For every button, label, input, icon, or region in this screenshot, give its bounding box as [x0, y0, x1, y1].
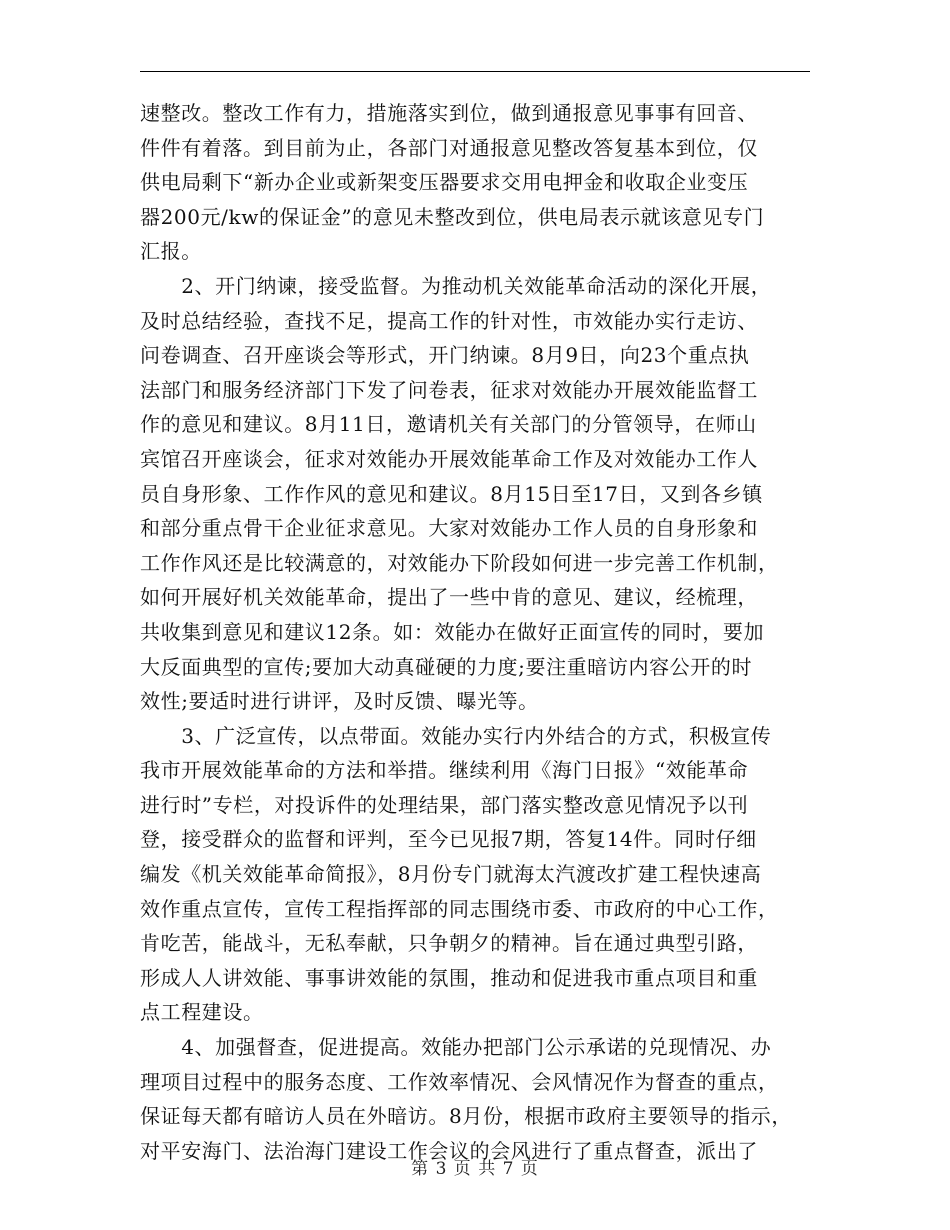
text-line: 和部分重点骨干企业征求意见。大家对效能办工作人员的自身形象和	[140, 516, 758, 541]
text-line: 保证每天都有暗访人员在外暗访。8月份，根据市政府主要领导的指示，	[140, 1104, 792, 1129]
text-line: 2、开门纳谏，接受监督。为推动机关效能革命活动的深化开展，	[140, 273, 772, 298]
text-line: 法部门和服务经济部门下发了问卷表，征求对效能办开展效能监督工	[140, 377, 758, 402]
text-line: 器200元/kw的保证金”的意见未整改到位，供电局表示就该意见专门	[140, 204, 765, 229]
text-line: 点工程建设。	[140, 1000, 264, 1025]
text-line: 问卷调查、召开座谈会等形式，开门纳谏。8月9日，向23个重点执	[140, 343, 750, 368]
text-line: 登，接受群众的监督和评判，至今已见报7期，答复14件。同时仔细	[140, 827, 757, 852]
text-line: 速整改。整改工作有力，措施落实到位，做到通报意见事事有回音、	[140, 101, 758, 125]
text-line: 大反面典型的宣传;要加大动真碰硬的力度;要注重暗访内容公开的时	[140, 654, 753, 679]
text-line: 我市开展效能革命的方法和举措。继续利用《海门日报》“效能革命	[140, 758, 749, 783]
text-line: 汇报。	[140, 239, 202, 264]
text-line: 肯吃苦，能战斗，无私奉献，只争朝夕的精神。旨在通过典型引路，	[140, 931, 758, 956]
header-rule	[140, 71, 810, 72]
body-text	[140, 96, 825, 1168]
text-line: 宾馆召开座谈会，征求对效能办开展效能革命工作及对效能办工作人	[140, 446, 758, 471]
text-line: 3、广泛宣传，以点带面。效能办实行内外结合的方式，积极宣传	[140, 723, 772, 748]
text-line: 形成人人讲效能、事事讲效能的氛围，推动和促进我市重点项目和重	[140, 965, 758, 990]
text-line: 对平安海门、法治海门建设工作会议的会风进行了重点督查，派出了	[140, 1138, 758, 1163]
text-line: 效作重点宣传，宣传工程指挥部的同志围绕市委、市政府的中心工作，	[140, 896, 779, 921]
text-line: 供电局剩下“新办企业或新架变压器要求交用电押金和收取企业变压	[140, 170, 749, 195]
text-line: 件件有着落。到目前为止，各部门对通报意见整改答复基本到位，仅	[140, 135, 758, 160]
text-line: 如何开展好机关效能革命，提出了一些中肯的意见、建议，经梳理，	[140, 585, 758, 610]
text-line: 共收集到意见和建议12条。如：效能办在做好正面宣传的同时，要加	[140, 619, 765, 644]
text-line: 4、加强督查，促进提高。效能办把部门公示承诺的兑现情况、办	[140, 1035, 772, 1060]
text-line: 效性;要适时进行讲评，及时反馈、曝光等。	[140, 689, 539, 714]
text-line: 员自身形象、工作作风的意见和建议。8月15日至17日，又到各乡镇	[140, 481, 763, 506]
page-footer: 第 3 页 共 7 页	[411, 1159, 539, 1179]
text-line: 理项目过程中的服务态度、工作效率情况、会风情况作为督查的重点，	[140, 1069, 779, 1094]
text-line: 作的意见和建议。8月11日，邀请机关有关部门的分管领导，在师山	[140, 412, 757, 437]
text-line: 编发《机关效能革命简报》，8月份专门就海太汽渡改扩建工程快速高	[140, 862, 762, 887]
text-line: 工作作风还是比较满意的，对效能办下阶段如何进一步完善工作机制，	[140, 550, 779, 575]
text-line: 进行时”专栏，对投诉件的处理结果，部门落实整改意见情况予以刊	[140, 792, 749, 817]
text-line: 及时总结经验，查找不足，提高工作的针对性，市效能办实行走访、	[140, 308, 758, 333]
